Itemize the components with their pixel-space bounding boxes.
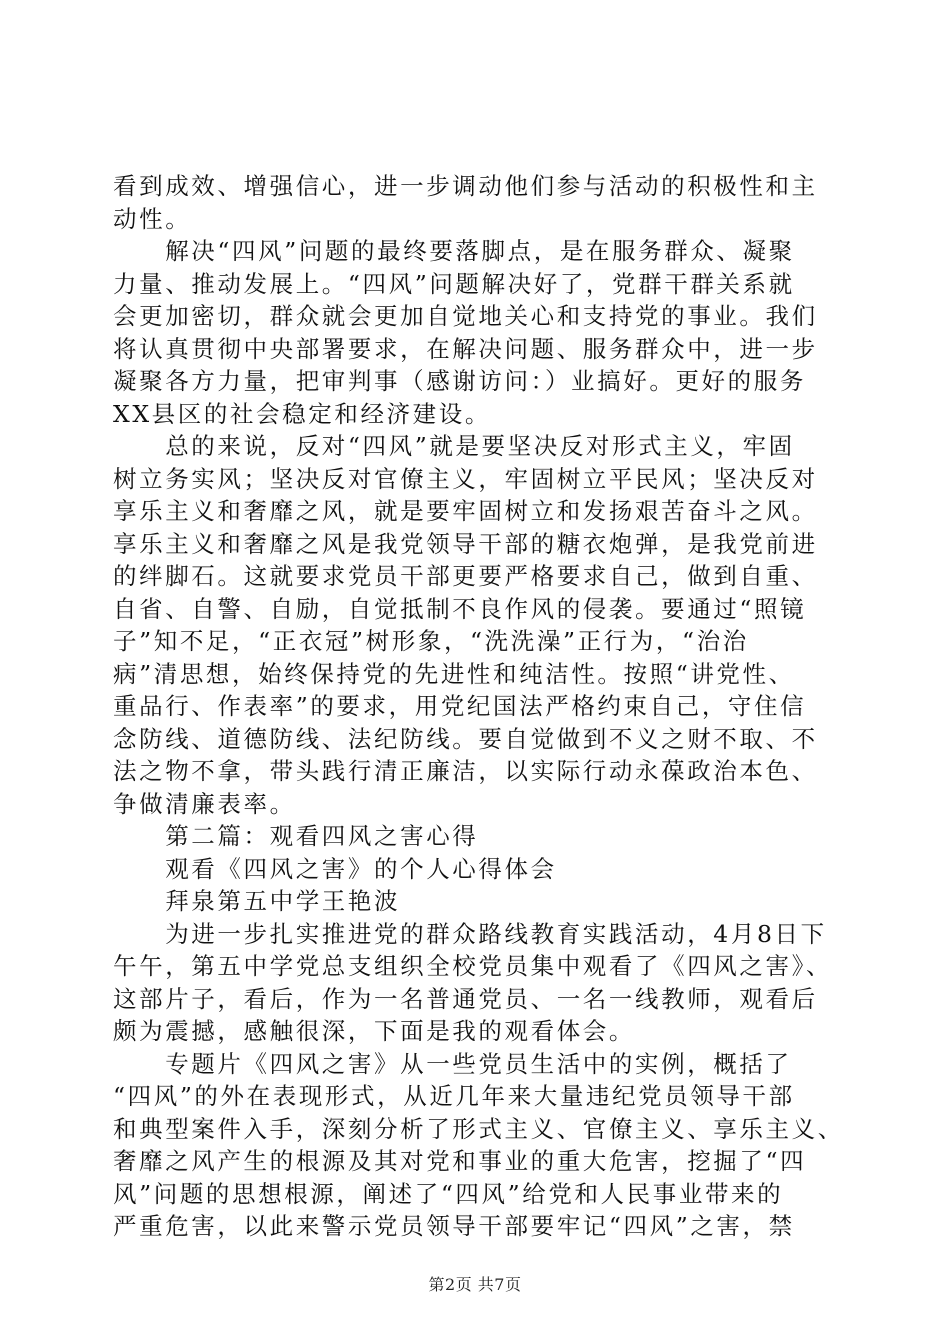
text-line: 法之物不拿，带头践行清正廉洁，以实际行动永葆政治本色、 bbox=[113, 757, 818, 785]
text-line: 这部片子，看后，作为一名普通党员、一名一线教师，观看后 bbox=[113, 984, 818, 1013]
text-line: 奢靡之风产生的根源及其对党和事业的重大危害，挖掘了“四 bbox=[113, 1147, 807, 1175]
text-line: 享乐主义和奢靡之风，就是要牢固树立和发扬艰苦奋斗之风。 bbox=[113, 497, 818, 525]
text-line: 享乐主义和奢靡之风是我党领导干部的糖衣炮弹，是我党前进 bbox=[113, 529, 818, 558]
text-line: 念防线、道德防线、法纪防线。要自觉做到不义之财不取、不 bbox=[113, 724, 818, 753]
text-line: 自省、自警、自励，自觉抵制不良作风的侵袭。要通过“照镜 bbox=[113, 594, 807, 623]
text-line: 和典型案件入手，深刻分析了形式主义、官僚主义、享乐主义、 bbox=[113, 1114, 844, 1143]
text-line: 的绊脚石。这就要求党员干部更要严格要求自己，做到自重、 bbox=[113, 562, 818, 590]
text-line: 动性。 bbox=[113, 204, 192, 233]
section-heading: 第二篇：观看四风之害心得 bbox=[113, 822, 479, 850]
article-title: 观看《四风之害》的个人心得体会 bbox=[113, 854, 557, 883]
text-line: 看到成效、增强信心，进一步调动他们参与活动的积极性和主 bbox=[113, 172, 818, 200]
text-line: 专题片《四风之害》从一些党员生活中的实例，概括了 bbox=[113, 1049, 792, 1078]
text-line: 病”清思想，始终保持党的先进性和纯洁性。按照“讲党性、 bbox=[113, 659, 795, 688]
text-line: 午午，第五中学党总支组织全校党员集中观看了《四风之害》、 bbox=[113, 952, 833, 980]
text-line: 为进一步扎实推进党的群众路线教育实践活动，4月8日下 bbox=[113, 919, 827, 948]
text-line: “四风”的外在表现形式，从近几年来大量违纪党员领导干部 bbox=[113, 1082, 795, 1110]
text-line: 树立务实风；坚决反对官僚主义，牢固树立平民风；坚决反对 bbox=[113, 464, 818, 493]
text-line: 总的来说，反对“四风”就是要坚决反对形式主义，牢固 bbox=[113, 432, 795, 460]
text-line: 颇为震撼，感触很深，下面是我的观看体会。 bbox=[113, 1017, 635, 1045]
page-number-footer: 第2页 共7页 bbox=[428, 1275, 522, 1294]
text-line: XX县区的社会稳定和经济建设。 bbox=[113, 399, 491, 428]
text-line: 凝聚各方力量，把审判事（感谢访问：）业搞好。更好的服务 bbox=[113, 367, 806, 395]
text-line: 争做清廉表率。 bbox=[113, 789, 296, 818]
author-line: 拜泉第五中学王艳波 bbox=[113, 887, 401, 915]
text-line: 严重危害，以此来警示党员领导干部要牢记“四风”之害，禁 bbox=[113, 1212, 795, 1240]
text-line: 会更加密切，群众就会更加自觉地关心和支持党的事业。我们 bbox=[113, 302, 818, 330]
text-line: 子”知不足，“正衣冠”树形象，“洗洗澡”正行为，“治治 bbox=[113, 627, 749, 655]
text-line: 解决“四风”问题的最终要落脚点，是在服务群众、凝聚 bbox=[113, 237, 795, 265]
text-line: 将认真贯彻中央部署要求，在解决问题、服务群众中，进一步 bbox=[113, 334, 818, 363]
document-body bbox=[113, 170, 853, 1243]
text-line: 力量、推动发展上。“四风”问题解决好了，党群干群关系就 bbox=[113, 269, 795, 298]
text-line: 重品行、作表率”的要求，用党纪国法严格约束自己，守住信 bbox=[113, 692, 807, 720]
text-line: 风”问题的思想根源，阐述了“四风”给党和人民事业带来的 bbox=[113, 1179, 784, 1208]
